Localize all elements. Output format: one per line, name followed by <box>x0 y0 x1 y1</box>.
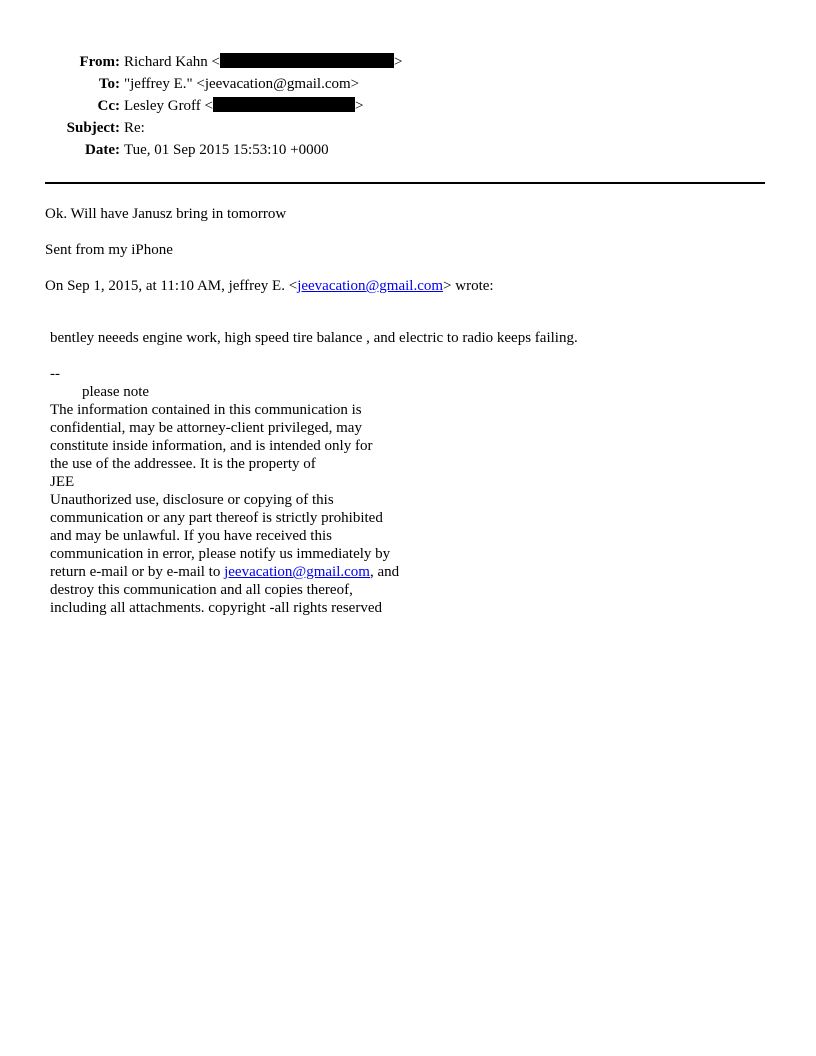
header-date-row <box>0 140 329 160</box>
disclaimer-line: communication in error, please notify us immediately by <box>50 546 391 562</box>
cc-close: > <box>355 98 364 114</box>
disclaimer-line: and may be unlawful. If you have received this <box>50 528 332 544</box>
signature-separator: -- <box>50 366 60 382</box>
quote-intro-suffix: > wrote: <box>443 278 494 294</box>
cc-value <box>124 96 363 116</box>
redaction-block <box>220 53 394 68</box>
disclaimer-line: constitute inside information, and is intended only for <box>50 438 373 454</box>
from-label: From: <box>79 54 120 70</box>
disclaimer-line: The information contained in this communication is <box>50 402 362 418</box>
cc-name: Lesley Groff < <box>124 98 213 114</box>
header-divider <box>45 182 765 184</box>
header-from-row <box>0 52 402 72</box>
disclaimer-line: communication or any part thereof is strictly prohibited <box>50 510 383 526</box>
quoted-message: bentley neeeds engine work, high speed tire balance , and electric to radio keeps failing. <box>50 330 578 346</box>
subject-value: Re: <box>124 120 145 136</box>
to-label: To: <box>98 76 120 92</box>
signature-text: Sent from my iPhone <box>45 242 173 258</box>
disclaimer-line: the use of the addressee. It is the property of <box>50 456 316 472</box>
quote-intro-prefix: On Sep 1, 2015, at 11:10 AM, jeffrey E. < <box>45 278 298 294</box>
header-to-row <box>0 74 359 94</box>
from-value <box>124 52 402 72</box>
disclaimer-line: including all attachments. copyright -all rights reserved <box>50 600 382 616</box>
to-value: "jeffrey E." <jeevacation@gmail.com> <box>124 76 360 92</box>
please-note-text: please note <box>82 384 150 400</box>
disclaimer-line: confidential, may be attorney-client privileged, may <box>50 420 362 436</box>
return-suffix: , and <box>369 564 400 580</box>
from-name: Richard Kahn < <box>124 54 220 70</box>
reply-text: Ok. Will have Janusz bring in tomorrow <box>45 206 287 222</box>
cc-label: Cc: <box>97 98 120 114</box>
header-cc-row <box>0 96 363 116</box>
date-value: Tue, 01 Sep 2015 15:53:10 +0000 <box>124 142 329 158</box>
disclaimer-line: Unauthorized use, disclosure or copying of this <box>50 492 334 508</box>
return-prefix: return e-mail or by e-mail to <box>50 564 225 580</box>
email-link[interactable]: jeevacation@gmail.com <box>297 278 444 294</box>
disclaimer-block <box>50 401 399 617</box>
disclaimer-line: destroy this communication and all copies thereof, <box>50 582 353 598</box>
from-close: > <box>393 54 403 70</box>
header-subject-row <box>0 118 145 138</box>
disclaimer-line: JEE <box>50 474 75 490</box>
disclaimer-line-with-link <box>50 563 399 581</box>
date-label: Date: <box>85 142 120 158</box>
redaction-block <box>213 97 355 112</box>
email-link[interactable]: jeevacation@gmail.com <box>224 564 370 580</box>
quote-intro <box>45 277 494 295</box>
subject-label: Subject: <box>66 120 120 136</box>
